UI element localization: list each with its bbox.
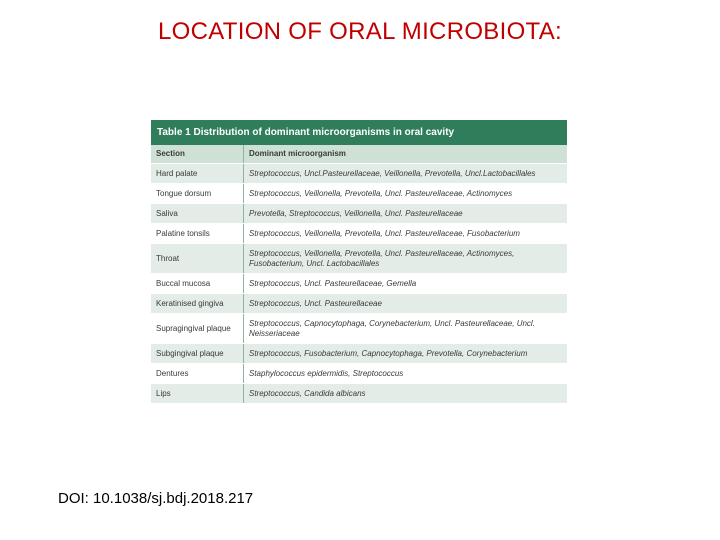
section-cell: Subgingival plaque: [151, 344, 244, 364]
table-row: [151, 244, 567, 274]
organism-cell: Streptococcus, Veillonella, Prevotella, Uncl. Pasteurellaceae, Actinomyces, Fusobacterium, Uncl. Lactobacillales: [244, 244, 568, 274]
section-cell: Lips: [151, 384, 244, 404]
column-header-organism: Dominant microorganism: [244, 145, 568, 164]
organism-cell: Streptococcus, Uncl. Pasteurellaceae, Gemella: [244, 274, 568, 294]
section-cell: Palatine tonsils: [151, 224, 244, 244]
table-row: [151, 294, 567, 314]
table-row: [151, 364, 567, 384]
section-cell: Hard palate: [151, 164, 244, 184]
table-row: [151, 314, 567, 344]
section-cell: Buccal mucosa: [151, 274, 244, 294]
section-cell: Dentures: [151, 364, 244, 384]
table-row: [151, 274, 567, 294]
table-row: [151, 224, 567, 244]
section-cell: Saliva: [151, 204, 244, 224]
organism-cell: Streptococcus, Uncl.Pasteurellaceae, Veillonella, Prevotella, Uncl.Lactobacillales: [244, 164, 568, 184]
section-cell: Keratinised gingiva: [151, 294, 244, 314]
table-caption: Table 1 Distribution of dominant microorganisms in oral cavity: [151, 120, 567, 145]
doi-citation: DOI: 10.1038/sj.bdj.2018.217: [58, 490, 254, 507]
section-cell: Tongue dorsum: [151, 184, 244, 204]
organism-cell: Staphylococcus epidermidis, Streptococcus: [244, 364, 568, 384]
table-row: [151, 164, 567, 184]
organism-cell: Streptococcus, Fusobacterium, Capnocytophaga, Prevotella, Corynebacterium: [244, 344, 568, 364]
microorganism-table: [151, 120, 567, 404]
section-cell: Supragingival plaque: [151, 314, 244, 344]
organism-cell: Streptococcus, Capnocytophaga, Corynebacterium, Uncl. Pasteurellaceae, Uncl. Neisseriaceae: [244, 314, 568, 344]
organism-cell: Streptococcus, Veillonella, Prevotella, Uncl. Pasteurellaceae, Actinomyces: [244, 184, 568, 204]
table-header-row: [151, 145, 567, 164]
data-table: [151, 145, 567, 404]
organism-cell: Streptococcus, Uncl. Pasteurellaceae: [244, 294, 568, 314]
column-header-section: Section: [151, 145, 244, 164]
organism-cell: Prevotella, Streptococcus, Veillonella, Uncl. Pasteurellaceae: [244, 204, 568, 224]
organism-cell: Streptococcus, Veillonella, Prevotella, Uncl. Pasteurellaceae, Fusobacterium: [244, 224, 568, 244]
table-row: [151, 384, 567, 404]
table-row: [151, 184, 567, 204]
page-title: LOCATION OF ORAL MICROBIOTA:: [158, 18, 562, 45]
section-cell: Throat: [151, 244, 244, 274]
table-row: [151, 344, 567, 364]
table-row: [151, 204, 567, 224]
organism-cell: Streptococcus, Candida albicans: [244, 384, 568, 404]
